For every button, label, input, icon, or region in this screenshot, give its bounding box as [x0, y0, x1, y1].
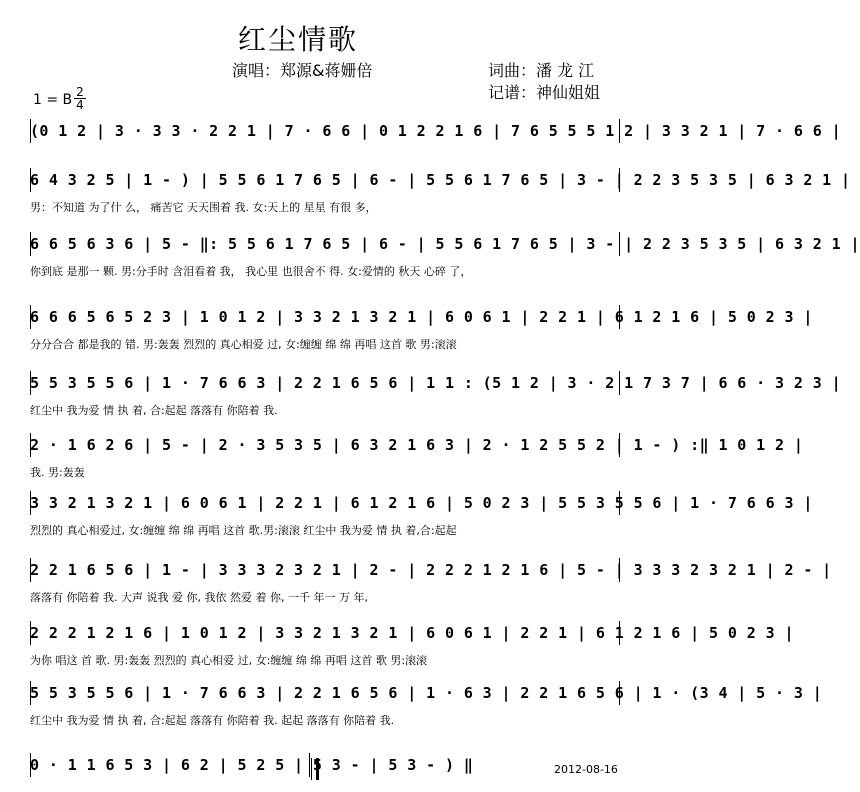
time-signature	[74, 86, 86, 111]
time-signature-denominator: 4	[74, 98, 86, 111]
notation-line: 6 4 3 2 5 | 1 - ) | 5 5 6 1 7 6 5 | 6 - | 5 5 6 1 7 6 5 | 3 - | 2 2 3 5 3 5 | 6 3 2 1 |	[30, 165, 620, 195]
notation-line: 5 5 3 5 5 6 | 1 · 7 6 6 3 | 2 2 1 6 5 6 | 1 1 : (5 1 2 | 3 · 2 1 7 3 7 | 6 6 · 3 2 3 |	[30, 368, 620, 398]
lyrics-line: 落落有 你陪着 我. 大声 说我 爱 你, 我依 然爱 着 你, 一千 年一 万 年,	[30, 591, 368, 604]
key-signature: 1 = B	[33, 92, 73, 108]
notation-line: 5 5 3 5 5 6 | 1 · 7 6 6 3 | 2 2 1 6 5 6 | 1 · 6 3 | 2 2 1 6 5 6 | 1 · (3 4 | 5 · 3 |	[30, 678, 620, 708]
lyrics-line: 我. 男:轰轰	[30, 466, 85, 479]
notation-line: 6 6 6 5 6 5 2 3 | 1 0 1 2 | 3 3 2 1 3 2 1 | 6 0 6 1 | 2 2 1 | 6 1 2 1 6 | 5 0 2 3 |	[30, 302, 620, 332]
final-barline	[311, 758, 319, 780]
time-signature-numerator: 2	[76, 85, 84, 99]
notation-line: 0 · 1 1 6 5 3 | 6 2 | 5 2 5 | 5 3 - | 5 3 - ) ‖	[30, 750, 310, 780]
lyrics-line: 分分合合 都是我的 错. 男:轰轰 烈烈的 真心相爱 过, 女:缠缠 绵 绵 再唱 这首 歌 男:滚滚	[30, 338, 457, 351]
transcriber-credit: 记谱：神仙姐姐	[488, 83, 601, 102]
notation-line: (0 1 2 | 3 · 3 3 · 2 2 1 | 7 · 6 6 | 0 1 2 2 1 6 | 7 6 5 5 5 1 2 | 3 3 2 1 | 7 · 6 6 |	[30, 116, 620, 146]
notation-line: 2 · 1 6 2 6 | 5 - | 2 · 3 5 3 5 | 6 3 2 1 6 3 | 2 · 1 2 5 5 2 | 1 - ) :‖ 1 0 1 2 |	[30, 430, 620, 460]
lyrics-line: 为你 唱这 首 歌. 男:轰轰 烈烈的 真心相爱 过, 女:缠缠 绵 绵 再唱 这首 歌 男:滚滚	[30, 654, 428, 667]
notation-line: 2 2 1 6 5 6 | 1 - | 3 3 3 2 3 2 1 | 2 - | 2 2 2 1 2 1 6 | 5 - | 3 3 3 2 3 2 1 | 2 - |	[30, 555, 620, 585]
lyrics-line: 红尘中 我为爱 情 执 着, 合:起起 落落有 你陪着 我. 起起 落落有 你陪着 我.	[30, 714, 395, 727]
song-title: 红尘情歌	[238, 23, 359, 56]
lyricist-composer-credit: 词曲：潘 龙 江	[488, 61, 595, 80]
notation-line: 6 6 5 6 3 6 | 5 - ‖: 5 5 6 1 7 6 5 | 6 - | 5 5 6 1 7 6 5 | 3 - | 2 2 3 5 3 5 | 6 3 2 1 |	[30, 229, 620, 259]
singers-credit: 演唱：郑源&蒋姗倍	[232, 61, 373, 80]
notation-line: 3 3 2 1 3 2 1 | 6 0 6 1 | 2 2 1 | 6 1 2 1 6 | 5 0 2 3 | 5 5 3 5 5 6 | 1 · 7 6 6 3 |	[30, 488, 620, 518]
lyrics-line: 烈烈的 真心相爱过, 女:缠缠 绵 绵 再唱 这首 歌.男:滚滚 红尘中 我为爱 情 执 着,合:起起	[30, 524, 457, 537]
transcription-date: 2012-08-16	[554, 763, 618, 776]
lyrics-line: 男：不知道 为了什 么， 痛苦它 天天围着 我. 女:天上的 星星 有很 多，	[30, 201, 377, 214]
notation-line: 2 2 2 1 2 1 6 | 1 0 1 2 | 3 3 2 1 3 2 1 | 6 0 6 1 | 2 2 1 | 6 1 2 1 6 | 5 0 2 3 |	[30, 618, 620, 648]
lyrics-line: 你到底 是那一 颗. 男:分手时 含泪看着 我， 我心里 也很舍不 得. 女:爱情的 秋天 心碎 了，	[30, 265, 472, 278]
lyrics-line: 红尘中 我为爱 情 执 着, 合:起起 落落有 你陪着 我.	[30, 404, 278, 417]
